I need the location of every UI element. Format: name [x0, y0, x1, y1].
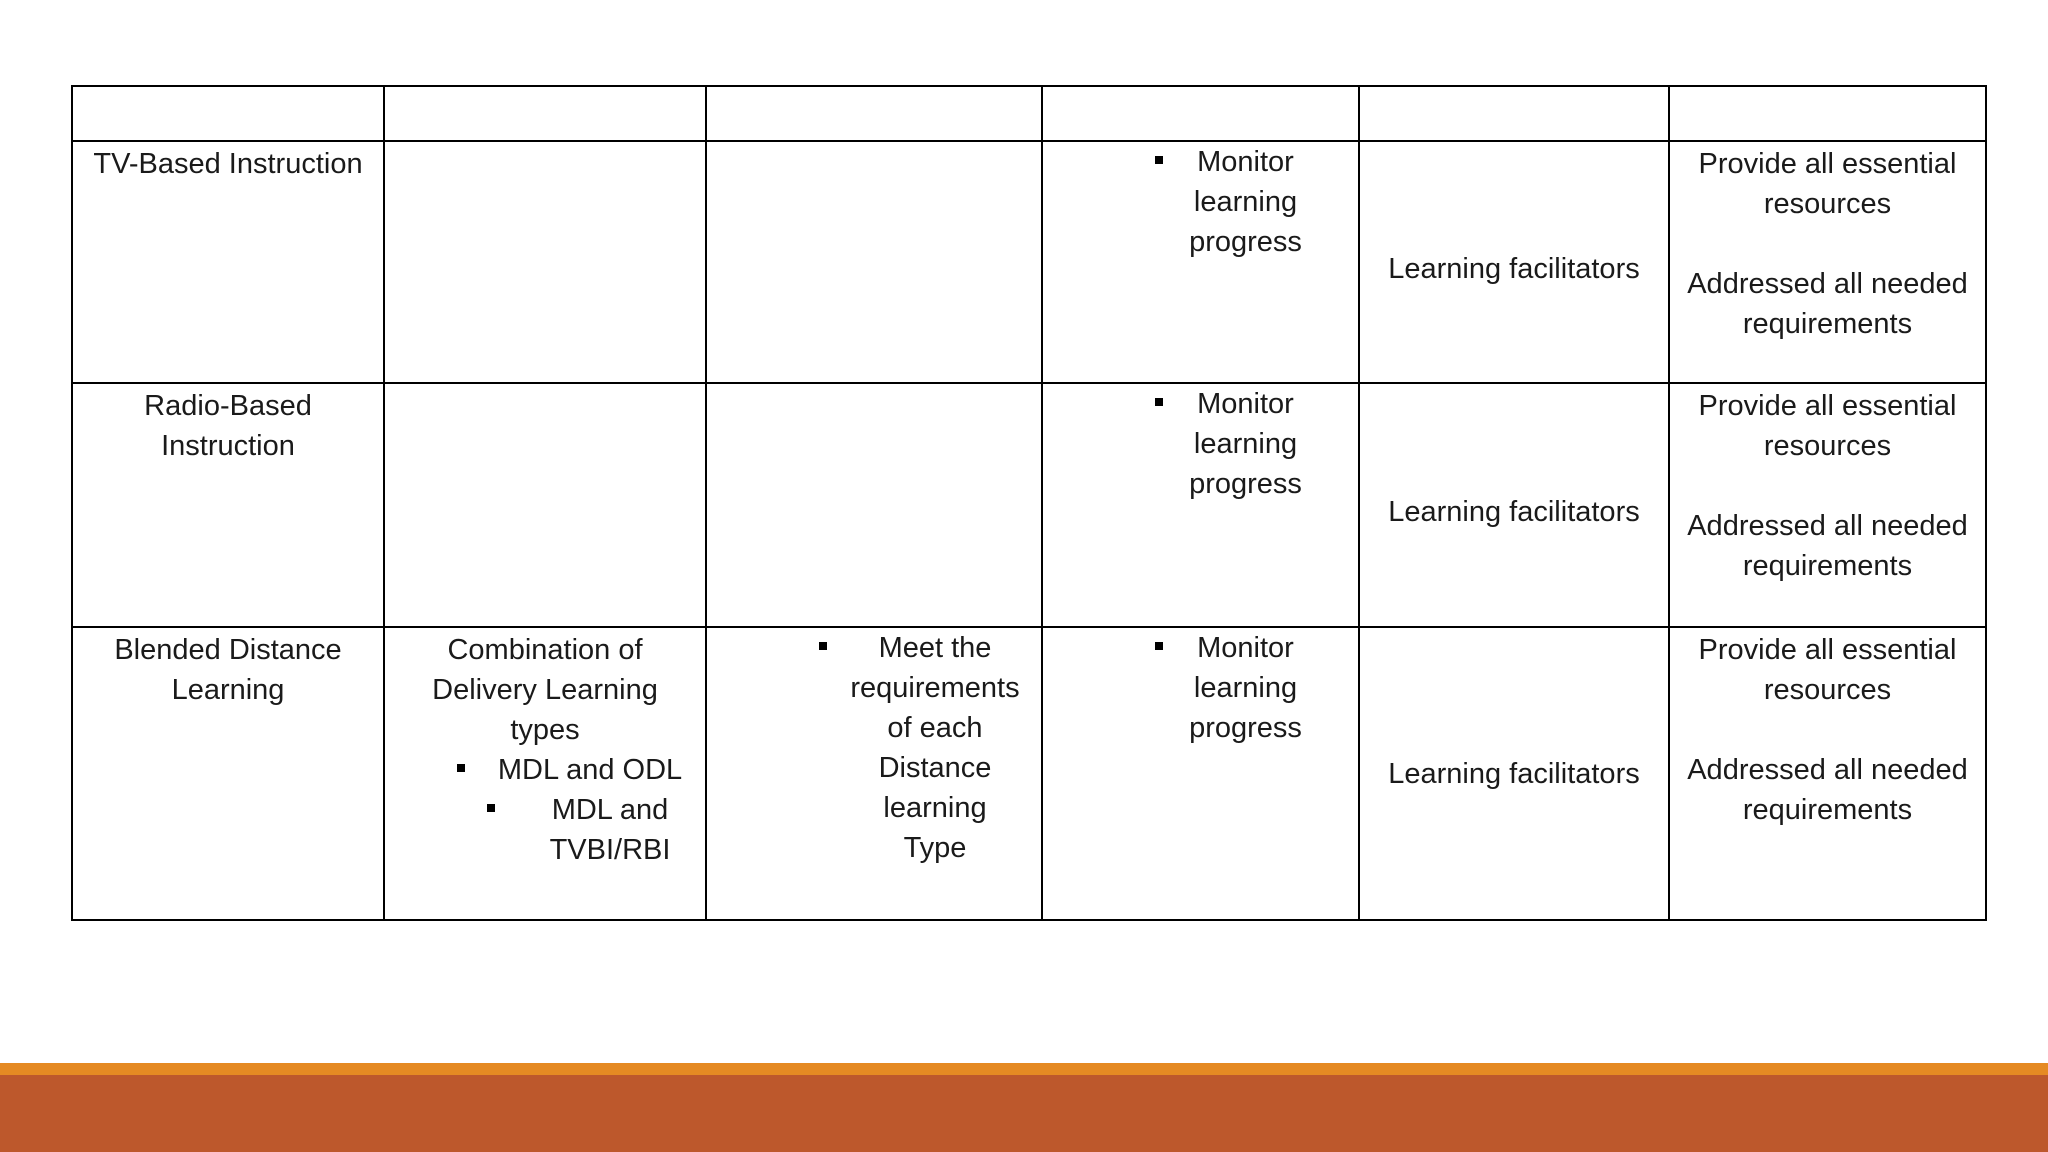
- square-bullet-icon: [1155, 384, 1181, 424]
- description-cell: [384, 627, 706, 920]
- table-row: [72, 141, 1986, 383]
- monitoring-cell: [1042, 141, 1359, 383]
- square-bullet-icon: [819, 628, 845, 668]
- table-row: [72, 627, 1986, 920]
- footer-bar: [0, 1075, 2048, 1152]
- square-bullet-icon: [457, 750, 483, 790]
- list-item: [1155, 628, 1306, 748]
- description-list: [457, 750, 693, 790]
- modality-cell: [72, 141, 384, 383]
- description-bullet-text: MDL and ODL: [497, 754, 683, 786]
- monitoring-text: Monitor learning progress: [1189, 146, 1302, 258]
- distance-learning-table: [71, 85, 1987, 921]
- resources-cell: [1669, 383, 1986, 627]
- requirements-cell: [706, 627, 1042, 920]
- persons-text: Learning facilitators: [1388, 757, 1640, 790]
- monitoring-cell: [1042, 627, 1359, 920]
- table-header-row: [72, 86, 1986, 141]
- header-cell: [1042, 86, 1359, 141]
- monitoring-list: [1155, 628, 1306, 748]
- persons-cell: [1359, 141, 1669, 383]
- header-cell: [1359, 86, 1669, 141]
- list-item: [1155, 384, 1306, 504]
- monitoring-list: [1155, 142, 1306, 262]
- modality-name: TV-Based Instruction: [93, 148, 363, 180]
- monitoring-cell: [1042, 383, 1359, 627]
- resources-text-1: Provide all essential resources: [1698, 634, 1957, 706]
- square-bullet-icon: [1155, 628, 1181, 668]
- resources-text-1: Provide all essential resources: [1698, 148, 1957, 220]
- description-text: Combination of Delivery Learning types: [432, 634, 658, 746]
- persons-cell: [1359, 627, 1669, 920]
- requirements-text: [719, 384, 1029, 386]
- requirements-cell: [706, 383, 1042, 627]
- list-item: [487, 790, 693, 870]
- description-text: [397, 384, 693, 386]
- modality-cell: [72, 383, 384, 627]
- list-item: [1155, 142, 1306, 262]
- resources-text-1: Provide all essential resources: [1698, 390, 1957, 462]
- resources-cell: [1669, 141, 1986, 383]
- table-row: [72, 383, 1986, 627]
- description-cell: [384, 141, 706, 383]
- resources-cell: [1669, 627, 1986, 920]
- header-cell: [72, 86, 384, 141]
- persons-cell: [1359, 383, 1669, 627]
- header-cell: [706, 86, 1042, 141]
- modality-cell: [72, 627, 384, 920]
- modality-name: Blended Distance Learning: [114, 634, 342, 706]
- requirements-text: [719, 142, 1029, 144]
- resources-text-2: Addressed all needed requirements: [1687, 510, 1968, 582]
- square-bullet-icon: [1155, 142, 1181, 182]
- monitoring-list: [1155, 384, 1306, 504]
- requirements-bullet-text: Meet the requirements of each Distance learning Type: [850, 632, 1020, 864]
- persons-text: Learning facilitators: [1388, 253, 1640, 285]
- description-bullet-text: MDL and TVBI/RBI: [549, 794, 671, 866]
- persons-text: Learning facilitators: [1388, 496, 1640, 528]
- resources-text-2: Addressed all needed requirements: [1687, 268, 1968, 340]
- modality-name: Radio-Based Instruction: [144, 390, 312, 462]
- footer-accent-stripe: [0, 1063, 2048, 1075]
- header-cell: [1669, 86, 1986, 141]
- square-bullet-icon: [487, 790, 513, 830]
- header-cell: [384, 86, 706, 141]
- description-list: [487, 790, 693, 870]
- requirements-cell: [706, 141, 1042, 383]
- description-text: [397, 142, 693, 144]
- monitoring-text: Monitor learning progress: [1189, 388, 1302, 500]
- description-cell: [384, 383, 706, 627]
- list-item: [457, 750, 693, 790]
- monitoring-text: Monitor learning progress: [1189, 632, 1302, 744]
- resources-text-2: Addressed all needed requirements: [1687, 754, 1968, 826]
- list-item: [819, 628, 1021, 868]
- requirements-list: [819, 628, 1021, 868]
